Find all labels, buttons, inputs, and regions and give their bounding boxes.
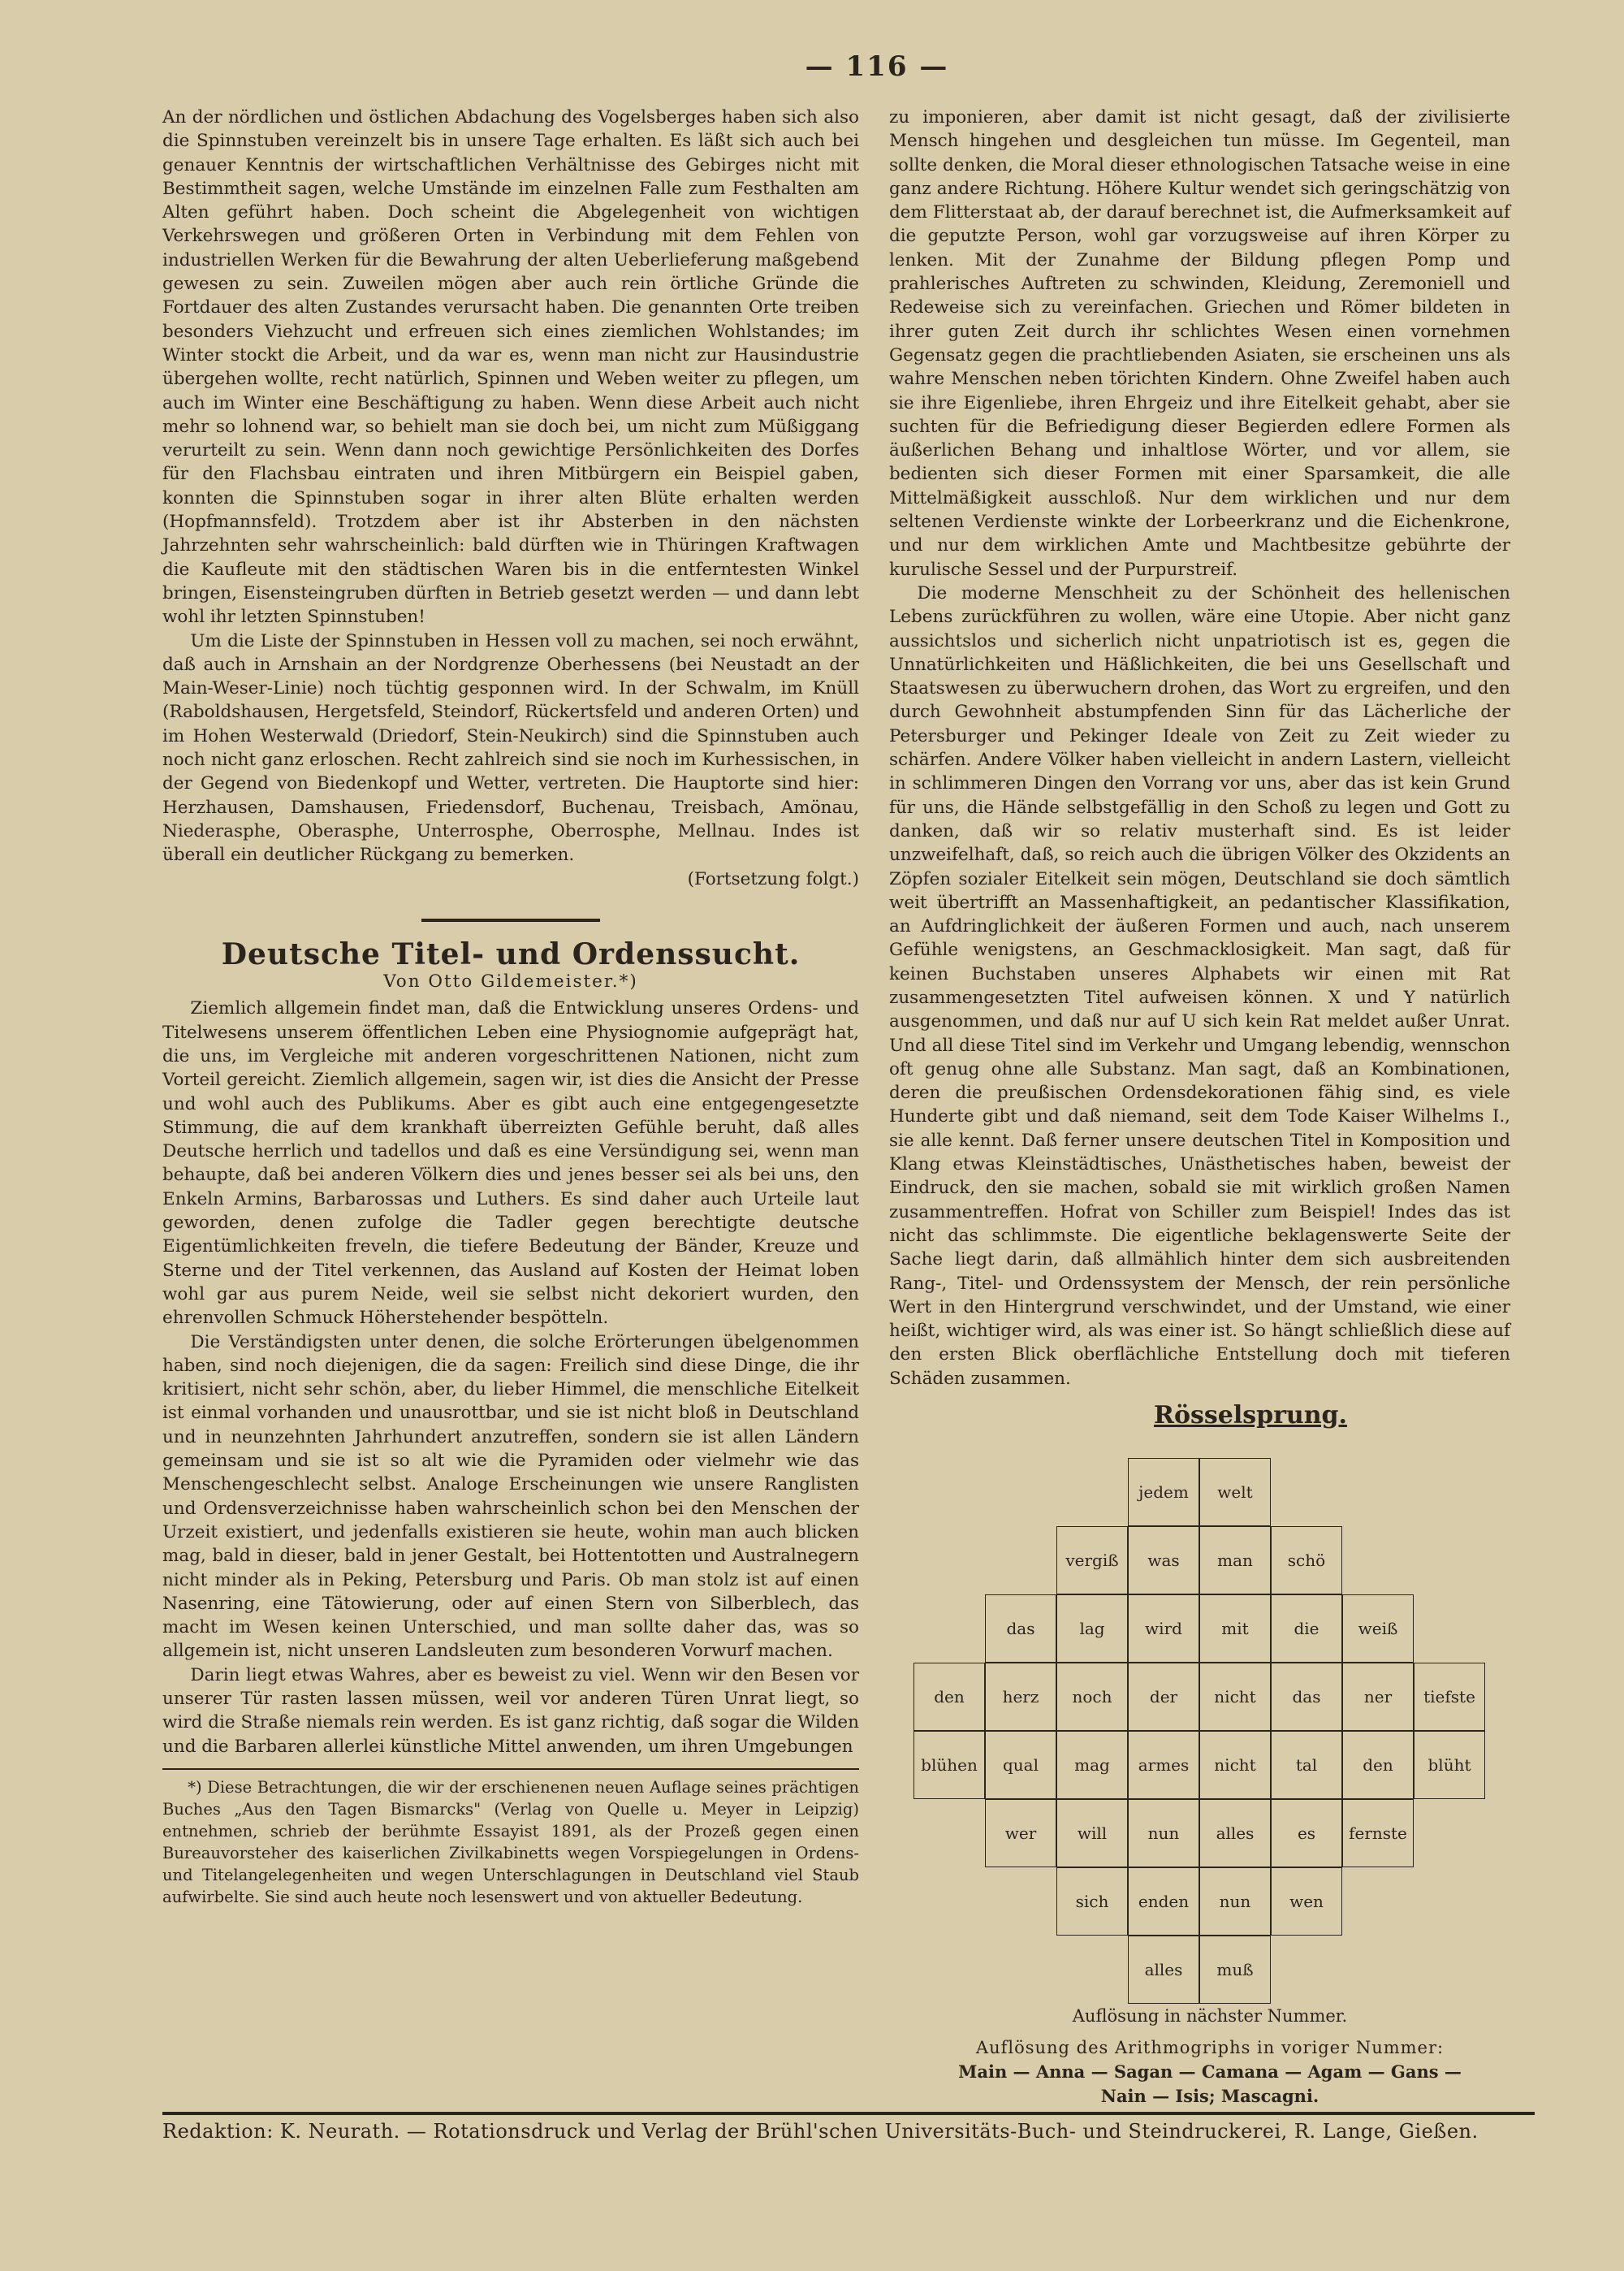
continued-note: (Fortsetzung folgt.) <box>687 868 859 889</box>
puzzle-cell: mit <box>1199 1594 1271 1663</box>
paragraph: An der nördlichen und östlichen Abdachung des Vogelsberges haben sich also die Spinnstuben vereinzelt bis in unsere Tage erhalten. Es läßt sich auch bei genauer Kenntnis der wirtschaftlichen Verhältnisse des Gebirges nicht mit Bestimmtheit sagen, welche Umstände im einzelnen Falle zum Festhalten am Alten geführt haben. Doch scheint die Abgelegenheit von wichtigen Verkehrswegen und größeren Orten in Verbindung mit dem Fehlen von industriellen Werken für die Bewahrung der alten Ueberlieferung maßgebend gewesen zu sein. Zuweilen mögen aber auch rein örtliche Gründe die Fortdauer des alten Zustandes verursacht haben. Die genannten Orte treiben besonders Viehzucht und erfreuen sich eines ziemlichen Wohlstandes; im Winter stockt die Arbeit, und da war es, wenn man nicht zur Hausindustrie übergehen wollte, recht natürlich, Spinnen und Weben weiter zu pflegen, um auch im Winter eine Beschäftigung zu haben. Wenn diese Arbeit auch nicht mehr so lohnend war, so behielt man sie doch bei, um nicht zum Müßiggang verurteilt zu sein. Wenn dann noch gewichtige Persönlichkeiten des Dorfes für den Flachsbau eintraten und ihren Mitbürgern ein Beispiel gaben, konnten die Spinnstuben sogar in ihrer alten Blüte erhalten werden (Hopfmannsfeld). Trotzdem aber ist ihr Absterben in den nächsten Jahrzehnten sehr wahrscheinlich: bald dürften wie in Thüringen Kraftwagen die Kaufleute mit den städtischen Waren bis in die entferntesten Winkel bringen, Eisensteingruben dürften in Betrieb gesetzt werden — und dann lebt wohl ihr letzten Spinnstuben! <box>162 107 859 628</box>
puzzle-cell: den <box>1342 1731 1414 1799</box>
imprint-divider <box>162 2112 1535 2115</box>
puzzle-cell: wen <box>1271 1867 1342 1936</box>
puzzle-cell: das <box>1271 1663 1342 1731</box>
article-title: Deutsche Titel- und Ordenssucht. <box>221 937 801 971</box>
puzzle-cell: herz <box>985 1663 1056 1731</box>
puzzle-cell: noch <box>1056 1663 1128 1731</box>
puzzle-cell: qual <box>985 1731 1056 1799</box>
puzzle-title: Rösselsprung. <box>1154 1401 1347 1430</box>
puzzle-cell: wird <box>1128 1594 1199 1663</box>
puzzle-cell: den <box>914 1663 985 1731</box>
paragraph: Darin liegt etwas Wahres, aber es beweist zu viel. Wenn wir den Besen vor unserer Tür rasten lassen müssen, weil vor anderen Türen Unrat liegt, so wird die Straße niemals rein werden. Es ist ganz richtig, daß sogar die Wilden und die Barbaren allerlei künstliche Mittel anwenden, um ihren Umgebungen <box>162 1664 859 1757</box>
puzzle-cell: der <box>1128 1663 1199 1731</box>
puzzle-cell: wer <box>985 1799 1056 1867</box>
puzzle-cell: nun <box>1199 1867 1271 1936</box>
previous-solution <box>893 2035 1527 2109</box>
paragraph: Ziemlich allgemein findet man, daß die Entwicklung unseres Ordens- und Titelwesens unserem öffentlichen Leben eine Physiognomie aufgeprägt hat, die uns, im Vergleiche mit anderen vorgeschrittenen Nationen, nicht zum Vorteil gereicht. Ziemlich allgemein, sagen wir, ist dies die Ansicht der Presse und wohl auch des Publikums. Aber es gibt auch eine entgegengesetzte Stimmung, die auf dem krankhaft überreizten Gefühle beruht, daß alles Deutsche herrlich und tadellos und daß es eine Versündigung sei, wenn man behaupte, daß bei anderen Völkern dies und jenes besser sei als bei uns, den Enkeln Armins, Barbarossas und Luthers. Es sind daher auch Urteile laut geworden, denen zufolge die Tadler gegen berechtigte deutsche Eigentümlichkeiten freveln, die tiefere Bedeutung der Bänder, Kreuze und Sterne und der Titel verkennen, das Ausland auf Kosten der Heimat loben wohl gar aus purem Neide, weil sie selbst nicht dekoriert wurden, den ehrenvollen Schmuck Höherstehender bespötteln. <box>162 998 859 1329</box>
solution-line: Main — Anna — Sagan — Camana — Agam — Gans — <box>958 2061 1462 2082</box>
puzzle-cell: nicht <box>1199 1663 1271 1731</box>
puzzle-cell: es <box>1271 1799 1342 1867</box>
knight-move-puzzle <box>897 1458 1514 1998</box>
puzzle-cell: jedem <box>1128 1458 1199 1526</box>
article-author: Von Otto Gildemeister.*) <box>383 971 638 993</box>
puzzle-cell: die <box>1271 1594 1342 1663</box>
puzzle-cell: armes <box>1128 1731 1199 1799</box>
puzzle-cell: blühen <box>914 1731 985 1799</box>
puzzle-cell: vergiß <box>1056 1526 1128 1594</box>
right-column <box>889 106 1510 1391</box>
paragraph: Um die Liste der Spinnstuben in Hessen voll zu machen, sei noch erwähnt, daß auch in Arnshain an der Nordgrenze Oberhessens (bei Neustadt an der Main-Weser-Linie) noch tüchtig gesponnen wird. In der Schwalm, im Knüll (Raboldshausen, Hergetsfeld, Steindorf, Rückertsfeld und anderen Orten) und im Hohen Westerwald (Driedorf, Stein-Neukirch) sind die Spinnstuben auch noch nicht ganz erloschen. Recht zahlreich sind sie noch im Kurhessischen, in der Gegend von Biedenkopf und Wetter, vertreten. Die Hauptorte sind hier: Herzhausen, Damshausen, Friedensdorf, Buchenau, Treisbach, Amönau, Niederasphe, Oberasphe, Unterrosphe, Oberrosphe, Mellnau. Indes ist überall ein deutlicher Rückgang zu bemerken. <box>162 630 859 866</box>
puzzle-cell: was <box>1128 1526 1199 1594</box>
puzzle-cell: man <box>1199 1526 1271 1594</box>
puzzle-cell: nicht <box>1199 1731 1271 1799</box>
paragraph: zu imponieren, aber damit ist nicht gesagt, daß der zivilisierte Mensch hingehen und desgleichen tun müsse. Im Gegenteil, man sollte denken, die Moral dieser ethnologischen Tatsache weise in eine ganz andere Richtung. Höhere Kultur wendet sich geringschätzig von dem Flitterstaat ab, der darauf berechnet ist, die Aufmerksamkeit auf die geputzte Person, wohl gar vorzugsweise auf ihren Körper zu lenken. Mit der Zunahme der Bildung pflegen Pomp und prahlerisches Auftreten zu schwinden, Kleidung, Zeremoniell und Redeweise sich zu vereinfachen. Griechen und Römer bildeten in ihrer guten Zeit durch ihr schlichtes Wesen einen vornehmen Gegensatz gegen die prachtliebenden Asiaten, sie erscheinen uns als wahre Menschen neben törichten Kindern. Ohne Zweifel haben auch sie ihre Eigenliebe, ihren Ehrgeiz und ihre Eitelkeit gehabt, aber sie suchten für die Befriedigung dieser Begierden edlere Formen als äußerlichen Behang und inhaltlose Wörter, und vor allem, sie bedienten sich dieser Formen mit einer Sparsamkeit, die alle Mittelmäßigkeit ausschloß. Nur dem wirklichen und nur dem seltenen Verdienste winkte der Lorbeerkranz und die Eichenkrone, und nur dem wirklichen Amte und Machtbesitze gebührte der kurulische Sessel und der Purpurstreif. <box>889 107 1510 580</box>
puzzle-cell: tal <box>1271 1731 1342 1799</box>
left-column <box>162 106 859 1908</box>
puzzle-cell: blüht <box>1414 1731 1485 1799</box>
puzzle-cell: will <box>1056 1799 1128 1867</box>
puzzle-cell: ner <box>1342 1663 1414 1731</box>
footnote <box>162 1768 859 1908</box>
puzzle-cell: alles <box>1128 1936 1199 2004</box>
puzzle-caption: Auflösung in nächster Nummer. <box>1072 2006 1348 2026</box>
puzzle-cell: welt <box>1199 1458 1271 1526</box>
puzzle-cell: lag <box>1056 1594 1128 1663</box>
paragraph: Die moderne Menschheit zu der Schönheit des hellenischen Lebens zurückführen zu wollen, wäre eine Utopie. Aber nicht ganz aussichtslos und sicherlich nicht unpatriotisch ist es, gegen die Unnatürlichkeiten und Häßlichkeiten, die bei uns Gesellschaft und Staatswesen zu überwuchern drohen, das Wort zu ergreifen, und den durch Gewohnheit abstumpfenden Sinn für das Lächerliche der Petersburger und Pekinger Ideale von Zeit zu Zeit wieder zu schärfen. Andere Völker haben vielleicht in andern Lastern, vielleicht in schlimmeren Dingen den Vorrang vor uns, aber das ist kein Grund für uns, die Hände selbstgefällig in den Schoß zu legen und Gott zu danken, daß wir so relativ musterhaft sind. Es ist leider unzweifelhaft, daß, so reich auch die übrigen Völker des Okzidents an Zöpfen sozialer Eitelkeit sein mögen, Deutschland sie doch sämtlich weit übertrifft an Massenhaftigkeit, an pedantischer Klassifikation, an Aufdringlichkeit der äußeren Formen und auch, nach unserem Gefühle wenigstens, an Geschmacklosigkeit. Man sagt, daß für keinen Buchstaben unseres Alphabets wir einen mit Rat zusammengesetzten Titel aufweisen können. X und Y natürlich ausgenommen, und daß nur auf U sich kein Rat meldet außer Unrat. Und all diese Titel sind im Verkehr und Umgang lebendig, wennschon oft genug ohne alle Substanz. Man sagt, daß an Kombinationen, deren die preußischen Ordensdekorationen fähig sind, es viele Hunderte gibt und daß niemand, seit dem Tode Kaiser Wilhelms I., sie alle kennt. Daß ferner unsere deutschen Titel in Komposition und Klang etwas Kleinstädtisches, Unästhetisches haben, beweist der Eindruck, den sie machen, sobald sie mit wirklich großen Namen zusammentreffen. Hofrat von Schiller zum Beispiel! Indes das ist nicht das schlimmste. Die eigentliche beklagenswerte Seite der Sache liegt darin, daß allmählich hinter dem sich ausbreitenden Rang-, Titel- und Ordenssystem der Mensch, der rein persönliche Wert in den Hintergrund verschwindet, und der Umstand, wie einer heißt, wichtiger wird, als was einer ist. So hängt schließlich diese auf den ersten Blick oberflächliche Entstellung doch mit tieferen Schäden zusammen. <box>889 582 1510 1389</box>
puzzle-cell: mag <box>1056 1731 1128 1799</box>
puzzle-cell: schö <box>1271 1526 1342 1594</box>
puzzle-cell: enden <box>1128 1867 1199 1936</box>
puzzle-cell: fernste <box>1342 1799 1414 1867</box>
puzzle-cell: muß <box>1199 1936 1271 2004</box>
section-divider <box>421 919 600 922</box>
footnote-text: *) Diese Betrachtungen, die wir der erschienenen neuen Auflage seines prächtigen Buches „Aus den Tagen Bismarcks" (Verlag von Quelle u. Meyer in Leipzig) entnehmen, schrieb der berühmte Essayist 1891, als der Prozeß gegen einen Bureauvorsteher des kaiserlichen Zivilkabinetts wegen Vorspiegelungen in Ordens- und Titelangelegenheiten und wegen Unterschlagungen in Deutschland viel Staub aufwirbelte. Sie sind auch heute noch lesenswert und von aktueller Bedeutung. <box>162 1777 859 1906</box>
imprint: Redaktion: K. Neurath. — Rotationsdruck und Verlag der Brühl'schen Universitäts-Buch- und Steindruckerei, R. Lange, Gießen. <box>162 2120 1479 2143</box>
solution-line: Nain — Isis; Mascagni. <box>1100 2086 1320 2106</box>
page-number: — 116 — <box>805 50 949 83</box>
solution-heading: Auflösung des Arithmogriphs in voriger Nummer: <box>975 2038 1445 2057</box>
puzzle-cell: das <box>985 1594 1056 1663</box>
puzzle-cell: alles <box>1199 1799 1271 1867</box>
puzzle-cell: nun <box>1128 1799 1199 1867</box>
puzzle-cell: sich <box>1056 1867 1128 1936</box>
paragraph: Die Verständigsten unter denen, die solche Erörterungen übelgenommen haben, sind noch diejenigen, die da sagen: Freilich sind diese Dinge, die ihr kritisiert, nicht sehr schön, aber, du lieber Himmel, die menschliche Eitelkeit ist einmal vorhanden und unausrottbar, und sie ist nicht bloß in Deutschland und in neunzehnten Jahrhundert anzutreffen, sondern sie ist allen Ländern gemeinsam und sie ist so alt wie die Pyramiden oder vielmehr wie das Menschengeschlecht selbst. Analoge Erscheinungen wie unsere Ranglisten und Ordensverzeichnisse haben wahrscheinlich schon bei den Menschen der Urzeit existiert, und jedenfalls existieren sie heute, wohin man auch blicken mag, bald in dieser, bald in jener Gestalt, bei Hottentotten und Australnegern nicht minder als in Peking, Petersburg und Paris. Ob man stolz ist auf einen Nasenring, eine Tätowierung, oder auf einen Stern von Silberblech, das macht im Wesen keinen Unterschied, und man sollte daher das, was so allgemein ist, nicht unseren Landsleuten zum besonderen Vorwurf machen. <box>162 1331 859 1662</box>
puzzle-cell: weiß <box>1342 1594 1414 1663</box>
puzzle-cell: tiefste <box>1414 1663 1485 1731</box>
